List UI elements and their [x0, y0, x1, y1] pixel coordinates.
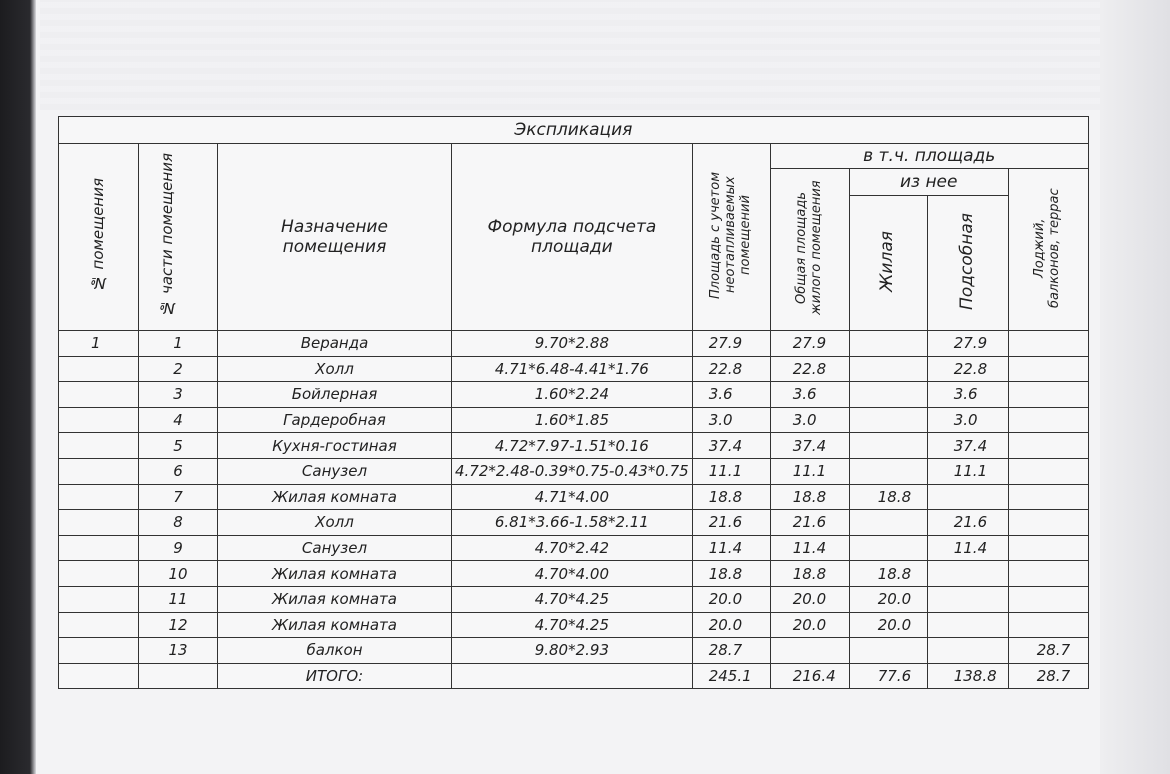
totals-part — [139, 663, 218, 689]
cell-living-total: 37.4 — [770, 433, 849, 459]
cell-part-no: 10 — [139, 561, 218, 587]
cell-room-name: Жилая комната — [218, 484, 452, 510]
cell-living-area — [849, 638, 927, 664]
totals-row — [59, 663, 1089, 689]
header-living: Жилая — [849, 196, 927, 331]
cell-aux-area: 3.6 — [927, 382, 1008, 408]
header-of-which: из нее — [849, 169, 1008, 196]
cell-loggia-area: 28.7 — [1008, 638, 1088, 664]
cell-aux-area: 3.0 — [927, 407, 1008, 433]
table-row — [59, 356, 1089, 382]
cell-formula: 4.71*6.48-4.41*1.76 — [452, 356, 693, 382]
cell-living-area — [849, 433, 927, 459]
cell-part-no: 1 — [139, 331, 218, 357]
cell-part-no: 6 — [139, 458, 218, 484]
cell-aux-area: 27.9 — [927, 331, 1008, 357]
cell-formula: 4.71*4.00 — [452, 484, 693, 510]
totals-living-total: 216.4 — [770, 663, 849, 689]
totals-loggia: 28.7 — [1008, 663, 1088, 689]
cell-living-total: 21.6 — [770, 510, 849, 536]
header-incl-area: в т.ч. площадь — [770, 144, 1088, 169]
cell-room-no — [59, 612, 139, 638]
cell-room-no — [59, 433, 139, 459]
cell-aux-area: 37.4 — [927, 433, 1008, 459]
page-binding-edge — [0, 0, 36, 774]
cell-part-no: 11 — [139, 586, 218, 612]
cell-formula: 4.70*2.42 — [452, 535, 693, 561]
header-room-no: № помещения — [59, 144, 139, 331]
table-row — [59, 458, 1089, 484]
cell-living-total: 11.4 — [770, 535, 849, 561]
cell-room-name: Бойлерная — [218, 382, 452, 408]
header-area-total: Площадь с учетом неотапливаемых помещений — [692, 144, 770, 331]
totals-living: 77.6 — [849, 663, 927, 689]
cell-living-total: 11.1 — [770, 458, 849, 484]
cell-living-area: 20.0 — [849, 612, 927, 638]
cell-living-area — [849, 356, 927, 382]
cell-area-total: 21.6 — [692, 510, 770, 536]
cell-living-total: 20.0 — [770, 612, 849, 638]
cell-area-total: 18.8 — [692, 561, 770, 587]
cell-room-no — [59, 638, 139, 664]
cell-aux-area — [927, 484, 1008, 510]
cell-room-no — [59, 356, 139, 382]
table-row — [59, 484, 1089, 510]
cell-loggia-area — [1008, 331, 1088, 357]
table-row — [59, 510, 1089, 536]
table-body — [59, 331, 1089, 664]
cell-part-no: 3 — [139, 382, 218, 408]
cell-living-area — [849, 382, 927, 408]
cell-loggia-area — [1008, 382, 1088, 408]
totals-label: ИТОГО: — [218, 663, 452, 689]
table-row — [59, 535, 1089, 561]
cell-room-no — [59, 510, 139, 536]
cell-room-name: балкон — [218, 638, 452, 664]
page-bleed-through — [40, 0, 1100, 110]
cell-loggia-area — [1008, 458, 1088, 484]
cell-living-area: 18.8 — [849, 561, 927, 587]
cell-formula: 4.70*4.00 — [452, 561, 693, 587]
explication-table — [58, 116, 1089, 689]
cell-formula: 4.70*4.25 — [452, 586, 693, 612]
cell-aux-area — [927, 638, 1008, 664]
cell-loggia-area — [1008, 510, 1088, 536]
cell-living-area: 20.0 — [849, 586, 927, 612]
table-row — [59, 382, 1089, 408]
cell-formula: 4.70*4.25 — [452, 612, 693, 638]
cell-area-total: 11.1 — [692, 458, 770, 484]
cell-loggia-area — [1008, 561, 1088, 587]
cell-aux-area — [927, 586, 1008, 612]
cell-living-area — [849, 331, 927, 357]
cell-living-area — [849, 510, 927, 536]
cell-loggia-area — [1008, 356, 1088, 382]
cell-room-no — [59, 382, 139, 408]
table-row — [59, 638, 1089, 664]
cell-area-total: 27.9 — [692, 331, 770, 357]
table-row — [59, 433, 1089, 459]
cell-living-total — [770, 638, 849, 664]
cell-formula: 1.60*1.85 — [452, 407, 693, 433]
totals-formula — [452, 663, 693, 689]
header-part-no: № части помещения — [139, 144, 218, 331]
cell-living-total: 27.9 — [770, 331, 849, 357]
cell-room-name: Гардеробная — [218, 407, 452, 433]
cell-loggia-area — [1008, 433, 1088, 459]
header-loggia: Лоджий, балконов, террас — [1008, 169, 1088, 331]
cell-room-no — [59, 458, 139, 484]
table-row — [59, 586, 1089, 612]
totals-total: 245.1 — [692, 663, 770, 689]
cell-loggia-area — [1008, 535, 1088, 561]
cell-formula: 1.60*2.24 — [452, 382, 693, 408]
cell-living-area: 18.8 — [849, 484, 927, 510]
cell-room-no — [59, 484, 139, 510]
cell-loggia-area — [1008, 612, 1088, 638]
cell-formula: 4.72*2.48-0.39*0.75-0.43*0.75 — [452, 458, 693, 484]
cell-living-area — [849, 458, 927, 484]
cell-living-total: 3.0 — [770, 407, 849, 433]
cell-room-no: 1 — [59, 331, 139, 357]
cell-part-no: 9 — [139, 535, 218, 561]
cell-area-total: 20.0 — [692, 586, 770, 612]
table-row — [59, 612, 1089, 638]
cell-area-total: 20.0 — [692, 612, 770, 638]
table-row — [59, 407, 1089, 433]
cell-part-no: 5 — [139, 433, 218, 459]
cell-part-no: 2 — [139, 356, 218, 382]
cell-area-total: 11.4 — [692, 535, 770, 561]
cell-room-no — [59, 586, 139, 612]
cell-living-total: 18.8 — [770, 484, 849, 510]
cell-part-no: 4 — [139, 407, 218, 433]
header-purpose: Назначение помещения — [218, 144, 452, 331]
cell-room-name: Жилая комната — [218, 586, 452, 612]
cell-aux-area: 21.6 — [927, 510, 1008, 536]
cell-living-total: 20.0 — [770, 586, 849, 612]
cell-room-name: Холл — [218, 356, 452, 382]
cell-part-no: 13 — [139, 638, 218, 664]
cell-area-total: 3.0 — [692, 407, 770, 433]
cell-formula: 9.80*2.93 — [452, 638, 693, 664]
cell-area-total: 37.4 — [692, 433, 770, 459]
cell-aux-area: 11.4 — [927, 535, 1008, 561]
cell-aux-area: 22.8 — [927, 356, 1008, 382]
cell-living-total: 18.8 — [770, 561, 849, 587]
header-formula: Формула подсчета площади — [452, 144, 693, 331]
cell-aux-area: 11.1 — [927, 458, 1008, 484]
cell-room-name: Холл — [218, 510, 452, 536]
cell-loggia-area — [1008, 407, 1088, 433]
cell-part-no: 7 — [139, 484, 218, 510]
cell-living-area — [849, 535, 927, 561]
page-right-margin — [1100, 0, 1170, 774]
cell-living-area — [849, 407, 927, 433]
table-row — [59, 561, 1089, 587]
header-auxiliary: Подсобная — [927, 196, 1008, 331]
cell-loggia-area — [1008, 586, 1088, 612]
cell-room-name: Жилая комната — [218, 561, 452, 587]
cell-room-no — [59, 561, 139, 587]
cell-area-total: 18.8 — [692, 484, 770, 510]
cell-formula: 6.81*3.66-1.58*2.11 — [452, 510, 693, 536]
cell-formula: 9.70*2.88 — [452, 331, 693, 357]
totals-aux: 138.8 — [927, 663, 1008, 689]
cell-aux-area — [927, 612, 1008, 638]
cell-living-total: 22.8 — [770, 356, 849, 382]
totals-room — [59, 663, 139, 689]
cell-part-no: 12 — [139, 612, 218, 638]
cell-room-name: Веранда — [218, 331, 452, 357]
cell-living-total: 3.6 — [770, 382, 849, 408]
cell-area-total: 22.8 — [692, 356, 770, 382]
cell-area-total: 3.6 — [692, 382, 770, 408]
cell-aux-area — [927, 561, 1008, 587]
cell-room-name: Санузел — [218, 458, 452, 484]
header-living-total: Общая площадь жилого помещения — [770, 169, 849, 331]
cell-room-no — [59, 407, 139, 433]
cell-area-total: 28.7 — [692, 638, 770, 664]
cell-room-name: Санузел — [218, 535, 452, 561]
cell-room-name: Жилая комната — [218, 612, 452, 638]
cell-room-name: Кухня-гостиная — [218, 433, 452, 459]
cell-formula: 4.72*7.97-1.51*0.16 — [452, 433, 693, 459]
cell-loggia-area — [1008, 484, 1088, 510]
table-row — [59, 331, 1089, 357]
cell-room-no — [59, 535, 139, 561]
cell-part-no: 8 — [139, 510, 218, 536]
table-title: Экспликация — [59, 117, 1089, 144]
